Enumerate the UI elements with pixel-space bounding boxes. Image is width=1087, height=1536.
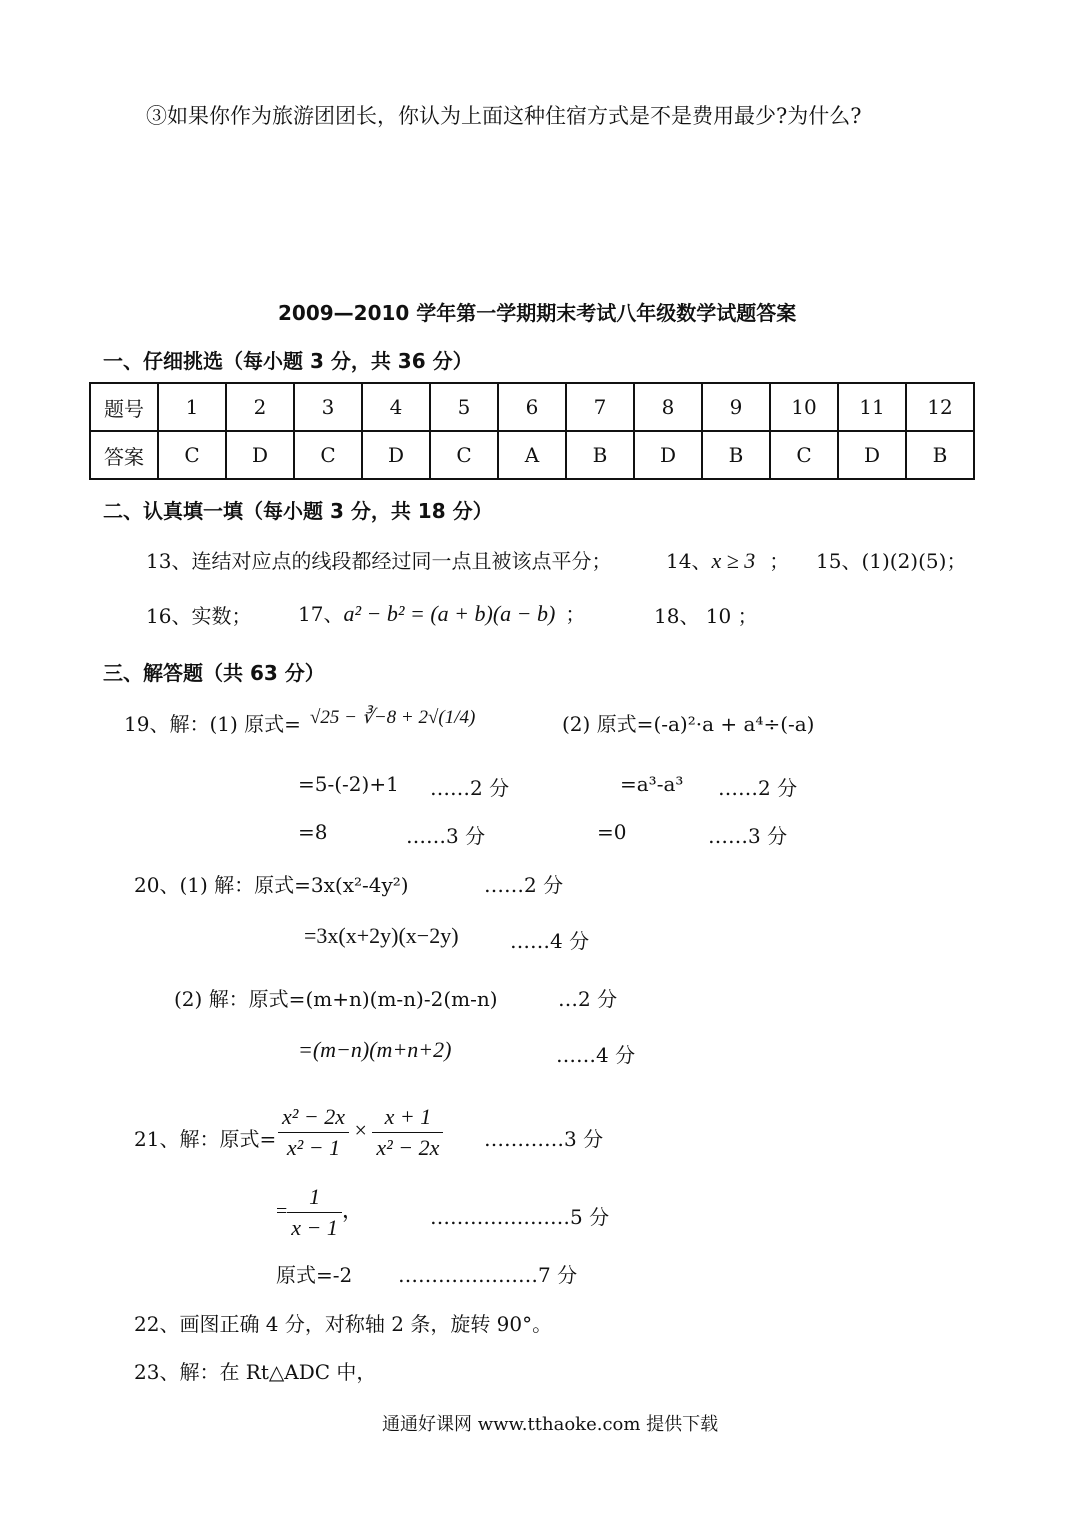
table-cell: 4: [362, 383, 430, 431]
section1-heading: 一、仔细挑选（每小题 3 分，共 36 分）: [103, 349, 473, 373]
answer-q15: 15、(1)(2)(5)；: [816, 549, 967, 573]
table-header-label: 答案: [90, 431, 158, 479]
table-cell: 1: [158, 383, 226, 431]
answer-q14: [666, 545, 789, 574]
table-cell: C: [294, 431, 362, 479]
table-cell: B: [702, 431, 770, 479]
answer-table: [89, 382, 975, 480]
table-row-answers: [90, 431, 974, 479]
q19-part2-step2-score: ……3 分: [708, 824, 788, 848]
q20-part2-score: …2 分: [558, 987, 618, 1011]
table-cell: C: [770, 431, 838, 479]
q14-end: ；: [769, 549, 790, 573]
q14-label: 14、: [666, 549, 712, 573]
table-cell: 6: [498, 383, 566, 431]
q21-score2: …………………5 分: [430, 1205, 610, 1229]
table-cell: C: [158, 431, 226, 479]
q17-label: 17、: [298, 602, 344, 626]
q20-part2-step-score: ……4 分: [556, 1043, 636, 1067]
table-cell: A: [498, 431, 566, 479]
q19-expression: √25 − ∛−8 + 2√(1/4): [310, 707, 476, 728]
q19-part2-step1-score: ……2 分: [718, 776, 798, 800]
page-footer: 通通好课网 www.tthaoke.com 提供下载: [382, 1414, 719, 1435]
q14-math: x ≥ 3: [711, 548, 756, 573]
table-cell: 2: [226, 383, 294, 431]
q20-part1-step: =3x(x+2y)(x−2y): [304, 923, 459, 948]
q19-step2-score: ……3 分: [406, 824, 486, 848]
q20-part1-label: 20、(1) 解：原式=3x(x²-4y²): [134, 873, 409, 897]
section3-heading: 三、解答题（共 63 分）: [103, 661, 325, 685]
table-cell: 5: [430, 383, 498, 431]
table-cell: D: [838, 431, 906, 479]
q20-part1-score: ……2 分: [484, 873, 564, 897]
q21-result: 原式=-2: [276, 1263, 353, 1287]
q17-math: a² − b² = (a + b)(a − b): [343, 601, 556, 626]
answer-q18: 18、 10 ；: [654, 604, 758, 628]
q21-score3: …………………7 分: [398, 1263, 578, 1287]
table-cell: B: [566, 431, 634, 479]
q21-score1: …………3 分: [484, 1127, 604, 1151]
table-cell: D: [634, 431, 702, 479]
page-title: 2009—2010 学年第一学期期末考试八年级数学试题答案: [278, 301, 797, 325]
intro-question: ③如果你作为旅游团团长，你认为上面这种住宿方式是不是费用最少?为什么?: [146, 104, 862, 128]
q19-part2-step2: =0: [597, 820, 627, 844]
q20-part2-step: =(m−n)(m+n+2): [298, 1037, 452, 1062]
table-cell: 7: [566, 383, 634, 431]
section2-heading: 二、认真填一填（每小题 3 分，共 18 分）: [103, 499, 493, 523]
table-cell: 9: [702, 383, 770, 431]
table-header-label: 题号: [90, 383, 158, 431]
table-cell: B: [906, 431, 974, 479]
table-cell: D: [226, 431, 294, 479]
table-cell: 12: [906, 383, 974, 431]
q21-simplified: [276, 1184, 364, 1241]
q17-end: ；: [565, 602, 586, 626]
q19-step1-score: ……2 分: [430, 776, 510, 800]
q21-fraction-3: $\frac{1}{x - 1}$: [287, 1184, 342, 1241]
table-cell: D: [362, 431, 430, 479]
table-cell: 10: [770, 383, 838, 431]
q20-part2-label: (2) 解：原式=(m+n)(m-n)-2(m-n): [174, 987, 498, 1011]
table-cell: 8: [634, 383, 702, 431]
q19-label: 19、解：(1) 原式=: [124, 712, 301, 736]
table-row-numbers: [90, 383, 974, 431]
q19-step2: =8: [298, 820, 328, 844]
answer-q22: 22、画图正确 4 分，对称轴 2 条，旋转 90°。: [134, 1312, 553, 1336]
table-cell: C: [430, 431, 498, 479]
q21-eq: =: [276, 1200, 288, 1223]
answer-q23: 23、解：在 Rt△ADC 中，: [134, 1360, 377, 1384]
answer-q16: 16、实数；: [146, 604, 252, 628]
q21-expression: [278, 1104, 443, 1161]
q21-fraction-2: $\frac{x + 1}{\text{x² − 2x}}$: [372, 1104, 443, 1161]
table-cell: 11: [838, 383, 906, 431]
q21-fraction-1: $\frac{\text{x² − 2x}}{\text{x² − 1}}$: [278, 1104, 349, 1161]
q21-times: ×: [354, 1117, 367, 1143]
answer-q13: 13、连结对应点的线段都经过同一点且被该点平分；: [146, 549, 612, 573]
q21-label: 21、解：原式=: [134, 1127, 277, 1151]
q19-step1: =5-(-2)+1: [298, 772, 399, 796]
q19-part2-label: (2) 原式=(-a)²·a + a⁴÷(-a): [562, 712, 815, 736]
q20-part1-step-score: ……4 分: [510, 929, 590, 953]
table-cell: 3: [294, 383, 362, 431]
q19-part2-step1: =a³-a³: [620, 772, 684, 796]
answer-q17: [298, 598, 585, 627]
q21-comma: ，: [341, 1197, 364, 1223]
